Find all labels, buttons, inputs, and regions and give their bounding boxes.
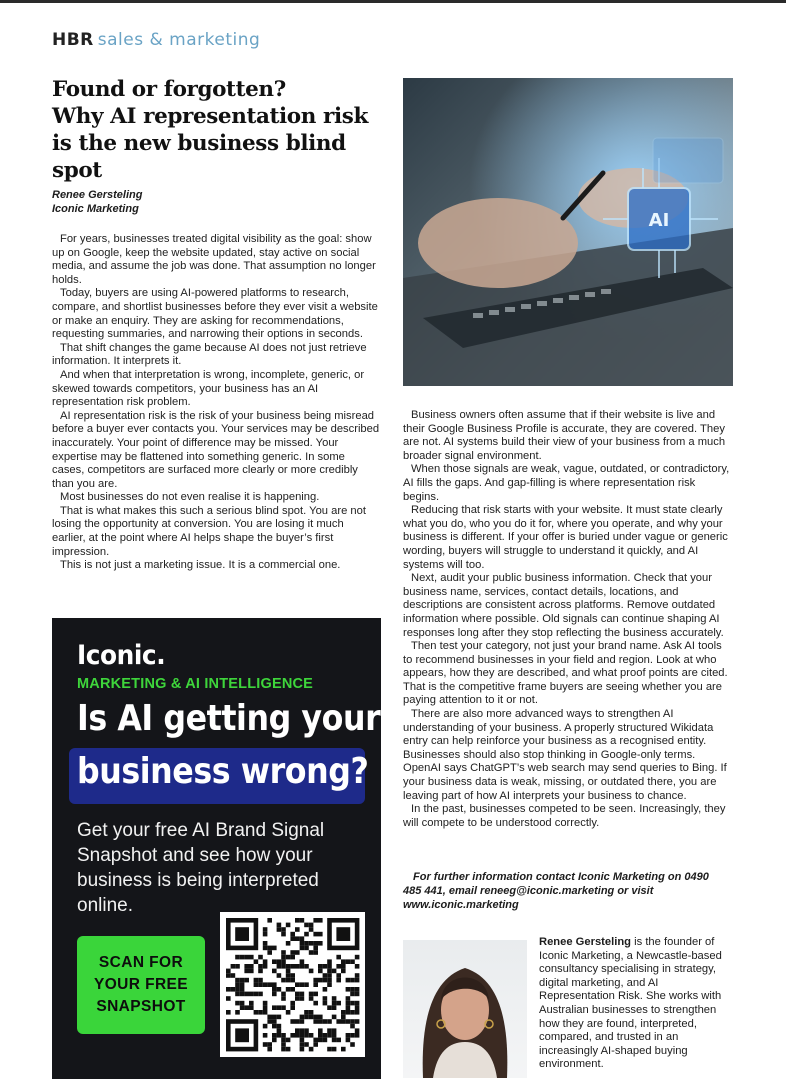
section-header [52, 30, 260, 50]
ad-headline-line-1: Is AI getting your [77, 698, 381, 739]
paragraph: Then test your category, not just your brand name. Ask AI tools to recommend businesses in your field and region. Look at who appears, how they are described, and what proof points are cited. That is the competitive frame buyers are seeing whether you are paying attention to it or not. [403, 640, 728, 707]
ai-chip-label: AI [648, 210, 670, 231]
author-portrait [403, 940, 527, 1078]
paragraph: For years, businesses treated digital visibility as the goal: show up on Google, keep the website updated, stay active on social media, and assume the job was done. That assumption no longer holds. [52, 233, 376, 286]
ad-headline-line-2: business wrong? [77, 751, 369, 792]
author-company: Iconic Marketing [52, 203, 139, 215]
hand-shape [418, 198, 578, 288]
byline [52, 188, 142, 216]
paragraph: Reducing that risk starts with your website. It must state clearly what you do, who you do it for, where you operate, and why your business is different. If your offer is buried under vague or generic wording, buyers will struggle to understand it quickly, and AI systems will too. [403, 504, 728, 571]
contact-info: For further information contact Iconic Marketing on 0490 485 441, email reneeg@iconic.marketing or visit www.iconic.marketing [403, 871, 709, 911]
article-title [52, 76, 382, 184]
qr-code-graphic [220, 912, 365, 1057]
ad-body-copy: Get your free AI Brand Signal Snapshot and see how your business is being interpreted online. [77, 820, 325, 916]
iconic-advertisement [52, 618, 381, 1079]
paragraph: Most businesses do not even realise it is happening. [60, 491, 320, 504]
paragraph: In the past, businesses competed to be seen. Increasingly, they will compete to be understood correctly. [403, 803, 726, 829]
paragraph: Business owners often assume that if their website is live and their Google Business Profile is accurate, they are covered. They are not. AI systems build their view of your business from a much broader signal environment. [403, 409, 726, 462]
author-bio [539, 936, 729, 1072]
author-name: Renee Gersteling [52, 189, 143, 201]
bio-text: is the founder of Iconic Marketing, a Newcastle-based consultancy specialising in strategy, digital marketing, and AI Representation Risk. She works with Australian businesses to strengthen how they are found, interpreted, compared, and trusted in an increasingly AI-shaped buying environment. [539, 936, 722, 1071]
hero-image-laptop-ai [403, 78, 733, 386]
paragraph: When those signals are weak, vague, outdated, or contradictory, AI fills the gaps. And gap-filling is where representation risk begins. [403, 463, 730, 503]
qr-code[interactable] [220, 912, 365, 1057]
paragraph: There are also more advanced ways to strengthen AI understanding of your business. A properly structured Wikidata entry can help reinforce your business as a recognised entity. Businesses should also stop thinking in Google-only terms. OpenAI says ChatGPT’s web search may send queries to Bing. If your business data is weak, missing, or outdated there, you are leaving part of how AI interprets your business to chance. [403, 708, 727, 802]
hero-illustration [403, 78, 733, 386]
paragraph: And when that interpretation is wrong, incomplete, generic, or skewed towards competitors, your business has an AI representation risk problem. [52, 368, 365, 409]
paragraph: AI representation risk is the risk of your business being misread before a buyer ever contacts you. Your services may be described inaccurately. Your point of difference may be missed. Your expertise may be flattened into something generic. In some cases, competitors are surfaced more clearly or more credibly than you are. [52, 409, 380, 490]
paragraph: That is what makes this such a serious blind spot. You are not losing the opportunity at conversion. You are losing it much earlier, at the point where AI helps shape the buyer’s first impression. [52, 504, 366, 558]
paragraph: That shift changes the game because AI does not just retrieve information. It interprets it. [52, 341, 367, 368]
portrait-illustration [403, 940, 527, 1078]
section-name: sales & marketing [97, 30, 261, 50]
paragraph: Today, buyers are using AI-powered platforms to research, compare, and shortlist businesses before they ever visit a website or make an enquiry. They are asking for recommendations, requesting summaries, and narrowing their options in seconds. [52, 287, 378, 341]
paragraph: This is not just a marketing issue. It is a commercial one. [60, 559, 341, 572]
title-line-1: Found or forgotten? [52, 77, 286, 102]
article-column-left [52, 233, 380, 573]
top-rule [0, 0, 786, 3]
paragraph: Next, audit your public business information. Check that your business name, services, contact details, locations, and descriptions are consistent across platforms. Remove outdated information where possible. Old signals can continue shaping AI responses long after they stop reflecting the business accurately. [403, 572, 724, 639]
title-line-2: Why AI representation risk is the new business blind spot [52, 104, 368, 183]
scan-for-snapshot-button[interactable] [77, 936, 205, 1034]
magazine-brand: HBR [52, 30, 94, 50]
article-column-right [403, 409, 733, 830]
ad-tagline: MARKETING & AI INTELLIGENCE [77, 676, 314, 692]
iconic-logo: Iconic. [77, 640, 166, 671]
bio-name: Renee Gersteling [539, 936, 632, 948]
scan-button-label: SCAN FOR YOUR FREE SNAPSHOT [93, 954, 189, 1015]
